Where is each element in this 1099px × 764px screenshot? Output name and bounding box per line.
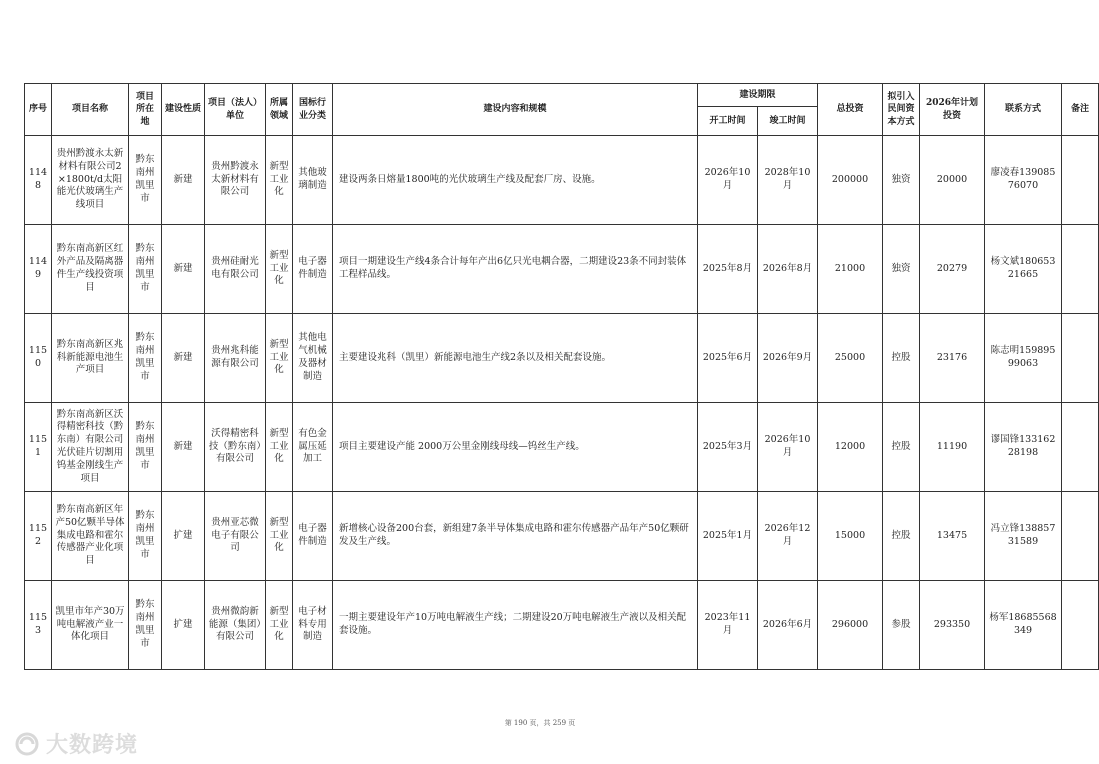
cell-investment: 21000	[818, 225, 883, 314]
watermark-logo-icon	[14, 731, 40, 757]
cell-end: 2026年6月	[758, 581, 818, 670]
cell-name: 黔东南高新区红外产品及隔离器件生产线投资项目	[52, 225, 129, 314]
cell-content: 主要建设兆科（凯里）新能源电池生产线2条以及相关配套设施。	[333, 314, 698, 403]
cell-name: 贵州黔渡永太新材料有限公司2×1800t/d太阳能光伏玻璃生产线项目	[52, 136, 129, 225]
cell-plan-2026: 23176	[920, 314, 985, 403]
cell-investment: 200000	[818, 136, 883, 225]
cell-seq: 1151	[25, 403, 52, 492]
cell-plan-2026: 293350	[920, 581, 985, 670]
cell-remark	[1062, 403, 1099, 492]
cell-location: 黔东南州凯里市	[129, 403, 162, 492]
cell-unit: 贵州黔渡永太新材料有限公司	[205, 136, 266, 225]
cell-plan-2026: 13475	[920, 492, 985, 581]
cell-remark	[1062, 136, 1099, 225]
header-field: 所属领域	[266, 84, 293, 136]
cell-investment: 15000	[818, 492, 883, 581]
table-row	[25, 225, 1099, 314]
cell-industry: 电子器件制造	[293, 225, 333, 314]
cell-end: 2028年10月	[758, 136, 818, 225]
cell-start: 2025年6月	[698, 314, 758, 403]
header-name: 项目名称	[52, 84, 129, 136]
cell-start: 2026年10月	[698, 136, 758, 225]
cell-industry: 电子材料专用制造	[293, 581, 333, 670]
cell-end: 2026年10月	[758, 403, 818, 492]
header-contact: 联系方式	[985, 84, 1062, 136]
page-footer: 第 190 页，共 259 页	[504, 719, 576, 727]
cell-name: 黔东南高新区年产50亿颗半导体集成电路和霍尔传感器产业化项目	[52, 492, 129, 581]
cell-seq: 1152	[25, 492, 52, 581]
cell-location: 黔东南州凯里市	[129, 581, 162, 670]
cell-nature: 新建	[162, 136, 205, 225]
cell-seq: 1153	[25, 581, 52, 670]
cell-contact: 杨军18685568349	[985, 581, 1062, 670]
table-row	[25, 314, 1099, 403]
cell-contact: 陈志明15989599063	[985, 314, 1062, 403]
cell-field: 新型工业化	[266, 581, 293, 670]
cell-nature: 新建	[162, 225, 205, 314]
cell-contact: 杨文斌18065321665	[985, 225, 1062, 314]
cell-field: 新型工业化	[266, 136, 293, 225]
cell-capital-mode: 参股	[883, 581, 920, 670]
cell-seq: 1149	[25, 225, 52, 314]
cell-unit: 贵州兆科能源有限公司	[205, 314, 266, 403]
cell-plan-2026: 11190	[920, 403, 985, 492]
cell-location: 黔东南州凯里市	[129, 136, 162, 225]
cell-industry: 电子器件制造	[293, 492, 333, 581]
cell-field: 新型工业化	[266, 492, 293, 581]
cell-remark	[1062, 314, 1099, 403]
header-end: 竣工时间	[758, 107, 818, 136]
cell-industry: 其他电气机械及器材制造	[293, 314, 333, 403]
cell-remark	[1062, 492, 1099, 581]
project-table	[24, 83, 1099, 670]
table-row	[25, 581, 1099, 670]
cell-investment: 25000	[818, 314, 883, 403]
cell-nature: 扩建	[162, 492, 205, 581]
header-remark: 备注	[1062, 84, 1099, 136]
table-row	[25, 403, 1099, 492]
cell-unit: 贵州微韵新能源（集团）有限公司	[205, 581, 266, 670]
cell-nature: 新建	[162, 403, 205, 492]
cell-capital-mode: 控股	[883, 314, 920, 403]
cell-location: 黔东南州凯里市	[129, 314, 162, 403]
cell-industry: 其他玻璃制造	[293, 136, 333, 225]
cell-investment: 296000	[818, 581, 883, 670]
cell-content: 建设两条日熔量1800吨的光伏玻璃生产线及配套厂房、设施。	[333, 136, 698, 225]
cell-nature: 扩建	[162, 581, 205, 670]
cell-seq: 1148	[25, 136, 52, 225]
cell-end: 2026年12月	[758, 492, 818, 581]
cell-start: 2025年8月	[698, 225, 758, 314]
header-location: 项目所在地	[129, 84, 162, 136]
header-investment: 总投资	[818, 84, 883, 136]
cell-nature: 新建	[162, 314, 205, 403]
header-unit: 项目（法人）单位	[205, 84, 266, 136]
cell-location: 黔东南州凯里市	[129, 225, 162, 314]
cell-field: 新型工业化	[266, 403, 293, 492]
header-seq: 序号	[25, 84, 52, 136]
cell-start: 2025年3月	[698, 403, 758, 492]
cell-unit: 贵州硅耐光电有限公司	[205, 225, 266, 314]
cell-capital-mode: 控股	[883, 403, 920, 492]
table-row	[25, 136, 1099, 225]
cell-plan-2026: 20279	[920, 225, 985, 314]
cell-end: 2026年9月	[758, 314, 818, 403]
cell-investment: 12000	[818, 403, 883, 492]
header-capital-mode: 拟引入民间资本方式	[883, 84, 920, 136]
header-nature: 建设性质	[162, 84, 205, 136]
cell-location: 黔东南州凯里市	[129, 492, 162, 581]
header-period: 建设期限	[698, 84, 818, 107]
watermark	[14, 728, 138, 759]
cell-end: 2026年8月	[758, 225, 818, 314]
cell-capital-mode: 独资	[883, 225, 920, 314]
cell-start: 2025年1月	[698, 492, 758, 581]
cell-capital-mode: 独资	[883, 136, 920, 225]
cell-industry: 有色金属压延加工	[293, 403, 333, 492]
cell-capital-mode: 控股	[883, 492, 920, 581]
cell-field: 新型工业化	[266, 314, 293, 403]
header-industry: 国标行业分类	[293, 84, 333, 136]
table-row	[25, 492, 1099, 581]
cell-content: 一期主要建设年产10万吨电解液生产线；二期建设20万吨电解液生产液以及相关配套设施。	[333, 581, 698, 670]
cell-field: 新型工业化	[266, 225, 293, 314]
header-start: 开工时间	[698, 107, 758, 136]
watermark-text: 大数跨境	[46, 733, 139, 758]
cell-name: 黔东南高新区沃得精密科技（黔东南）有限公司光伏硅片切割用钨基金刚线生产项目	[52, 403, 129, 492]
cell-content: 新增核心设备200台套，新组建7条半导体集成电路和霍尔传感器产品年产50亿颗研发及生产线。	[333, 492, 698, 581]
cell-content: 项目一期建设生产线4条合计每年产出6亿只光电耦合器，二期建设23条不同封装体工程样品线。	[333, 225, 698, 314]
cell-start: 2023年11月	[698, 581, 758, 670]
header-content: 建设内容和规模	[333, 84, 698, 136]
cell-contact: 谬国锋13316228198	[985, 403, 1062, 492]
cell-content: 项目主要建设产能 2000万公里金刚线母线—钨丝生产线。	[333, 403, 698, 492]
cell-remark	[1062, 225, 1099, 314]
cell-plan-2026: 20000	[920, 136, 985, 225]
header-plan-2026: 2026年计划投资	[920, 84, 985, 136]
cell-unit: 沃得精密科技（黔东南）有限公司	[205, 403, 266, 492]
cell-unit: 贵州亚芯微电子有限公司	[205, 492, 266, 581]
cell-contact: 廖凌春13908576070	[985, 136, 1062, 225]
cell-name: 黔东南高新区兆科新能源电池生产项目	[52, 314, 129, 403]
cell-remark	[1062, 581, 1099, 670]
cell-seq: 1150	[25, 314, 52, 403]
cell-contact: 冯立锋13885731589	[985, 492, 1062, 581]
cell-name: 凯里市年产30万吨电解液产业一体化项目	[52, 581, 129, 670]
